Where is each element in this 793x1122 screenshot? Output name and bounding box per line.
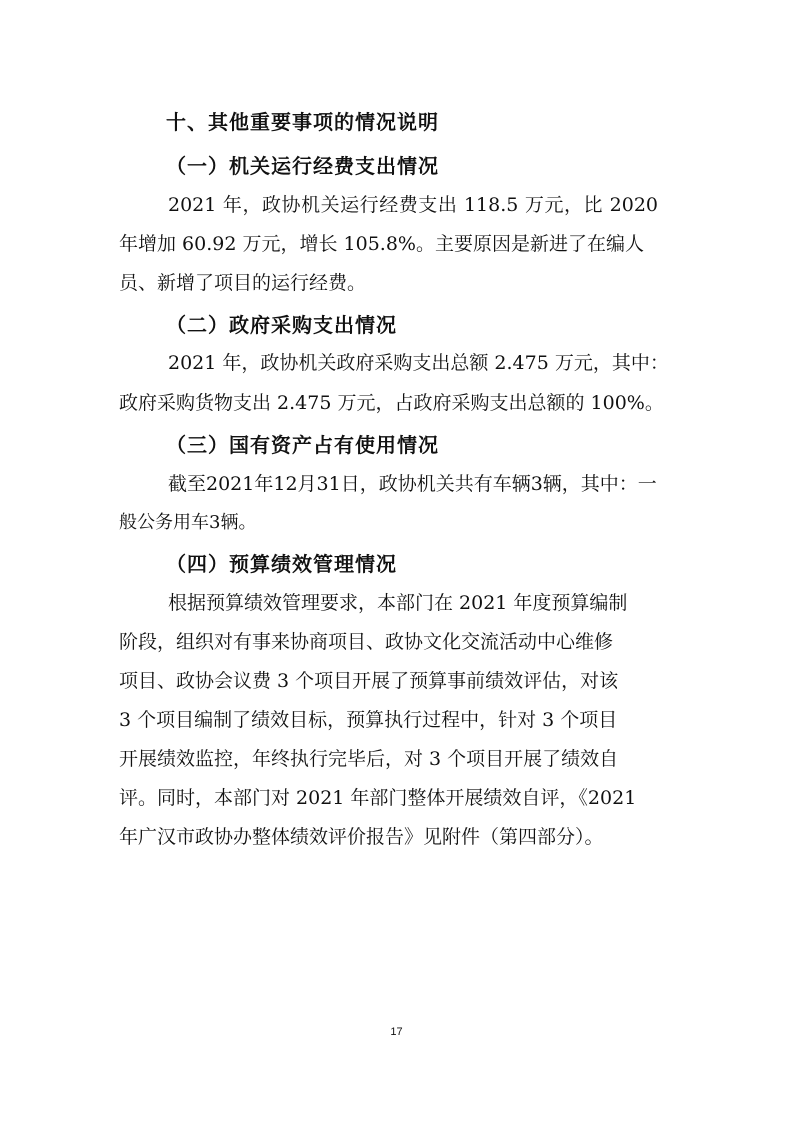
paragraph-line: 评。同时，本部门对 2021 年部门整体开展绩效自评，《2021 [119,787,637,809]
subsection-title-4: （四）预算绩效管理情况 [166,552,397,576]
subsection-title-2: （二）政府采购支出情况 [166,313,397,337]
subsection-title-1: （一）机关运行经费支出情况 [166,154,439,178]
paragraph-line: 年广汉市政协办整体绩效评价报告》见附件（第四部分）。 [119,826,604,848]
section-heading: 十、其他重要事项的情况说明 [166,110,439,134]
paragraph-line: 年增加 60.92 万元，增长 105.8%。主要原因是新进了在编人 [119,233,644,255]
paragraph-line: 根据预算绩效管理要求，本部门在 2021 年度预算编制 [168,592,628,614]
paragraph-line: 2021 年，政协机关政府采购支出总额 2.475 万元，其中： [168,352,669,374]
paragraph-line: 截至2021年12月31日，政协机关共有车辆3辆，其中：一 [168,473,657,495]
paragraph-line: 员、新增了项目的运行经费。 [119,272,367,294]
paragraph-line: 政府采购货物支出 2.475 万元，占政府采购支出总额的 100%。 [119,392,664,414]
paragraph-line: 阶段，组织对有事来协商项目、政协文化交流活动中心维修 [119,631,614,653]
paragraph-line: 开展绩效监控，年终执行完毕后，对 3 个项目开展了绩效自 [119,748,619,770]
paragraph-line: 3 个项目编制了绩效目标，预算执行过程中，针对 3 个项目 [119,709,618,731]
paragraph-line: 2021 年，政协机关运行经费支出 118.5 万元，比 2020 [168,194,658,216]
subsection-title-3: （三）国有资产占有使用情况 [166,433,439,457]
page-number: 17 [390,1026,403,1038]
paragraph-line: 项目、政协会议费 3 个项目开展了预算事前绩效评估，对该 [119,670,619,692]
paragraph-line: 般公务用车3辆。 [119,512,257,533]
